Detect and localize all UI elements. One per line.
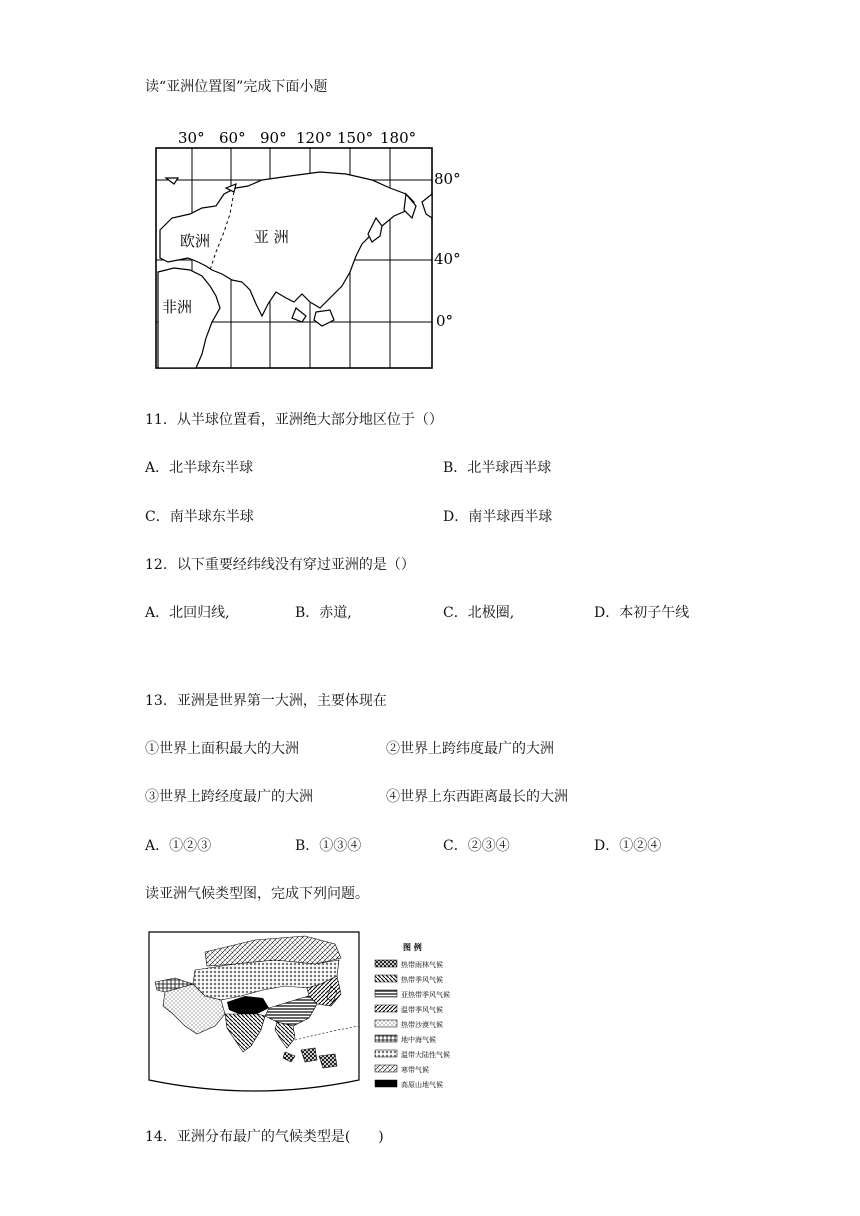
q11-option-c[interactable]: C．南半球东半球	[145, 509, 254, 525]
q12-option-d[interactable]: D．本初子午线	[594, 605, 690, 621]
q13-option-c[interactable]: C．②③④	[443, 838, 510, 854]
q13-stem: 13．亚洲是世界第一大洲，主要体现在	[145, 693, 387, 709]
q11-option-d[interactable]: D．南半球西半球	[443, 509, 553, 525]
lat-label-0: 0°	[436, 312, 454, 330]
legend-title: 图 例	[403, 942, 422, 952]
q12-option-c[interactable]: C．北极圈,	[443, 605, 515, 621]
lon-label-120: 120°	[296, 129, 333, 147]
legend-item-6: 温带大陆性气候	[401, 1051, 450, 1059]
q13-statement-4: ④世界上东西距离最长的大洲	[386, 789, 568, 805]
q11-option-b[interactable]: B．北半球西半球	[443, 460, 552, 476]
q14-stem: 14．亚洲分布最广的气候类型是( )	[145, 1129, 384, 1145]
legend-item-1: 热带季风气候	[401, 976, 443, 984]
q13-statement-3: ③世界上跨经度最广的大洲	[145, 789, 313, 805]
lon-label-30: 30°	[178, 129, 205, 147]
label-africa: 非洲	[162, 298, 193, 316]
label-asia: 亚 洲	[254, 228, 289, 246]
lon-label-60: 60°	[219, 129, 246, 147]
q13-statement-1: ①世界上面积最大的大洲	[145, 741, 299, 757]
lon-label-150: 150°	[337, 129, 374, 147]
intro-text-1: 读“亚洲位置图”完成下面小题	[145, 79, 328, 95]
label-europe: 欧洲	[180, 232, 211, 250]
lon-label-180: 180°	[380, 129, 417, 147]
q12-option-a[interactable]: A．北回归线,	[145, 605, 230, 621]
q13-option-a[interactable]: A．①②③	[145, 838, 212, 854]
q11-stem: 11．从半球位置看，亚洲绝大部分地区位于（）	[145, 412, 443, 428]
q11-option-a[interactable]: A．北半球东半球	[145, 460, 254, 476]
asia-climate-map	[145, 930, 475, 1100]
legend-item-7: 寒带气候	[401, 1066, 429, 1074]
q12-option-b[interactable]: B．赤道,	[295, 605, 352, 621]
q13-statement-2: ②世界上跨纬度最广的大洲	[386, 741, 554, 757]
intro-text-2: 读亚洲气候类型图，完成下列问题。	[145, 886, 369, 902]
lon-label-90: 90°	[260, 129, 287, 147]
q13-option-d[interactable]: D．①②④	[594, 838, 662, 854]
q12-stem: 12．以下重要经纬线没有穿过亚洲的是（）	[145, 557, 415, 573]
q13-option-b[interactable]: B．①③④	[295, 838, 362, 854]
asia-location-map	[150, 122, 461, 374]
lat-label-80: 80°	[434, 170, 461, 188]
legend-item-2: 亚热带季风气候	[401, 991, 450, 999]
legend-item-5: 地中海气候	[401, 1036, 436, 1044]
legend-item-4: 热带沙漠气候	[401, 1021, 443, 1029]
legend-item-3: 温带季风气候	[401, 1006, 443, 1014]
legend-item-0: 热带雨林气候	[401, 961, 443, 969]
lat-label-40: 40°	[434, 250, 461, 268]
legend-item-8: 高原山地气候	[401, 1081, 443, 1089]
